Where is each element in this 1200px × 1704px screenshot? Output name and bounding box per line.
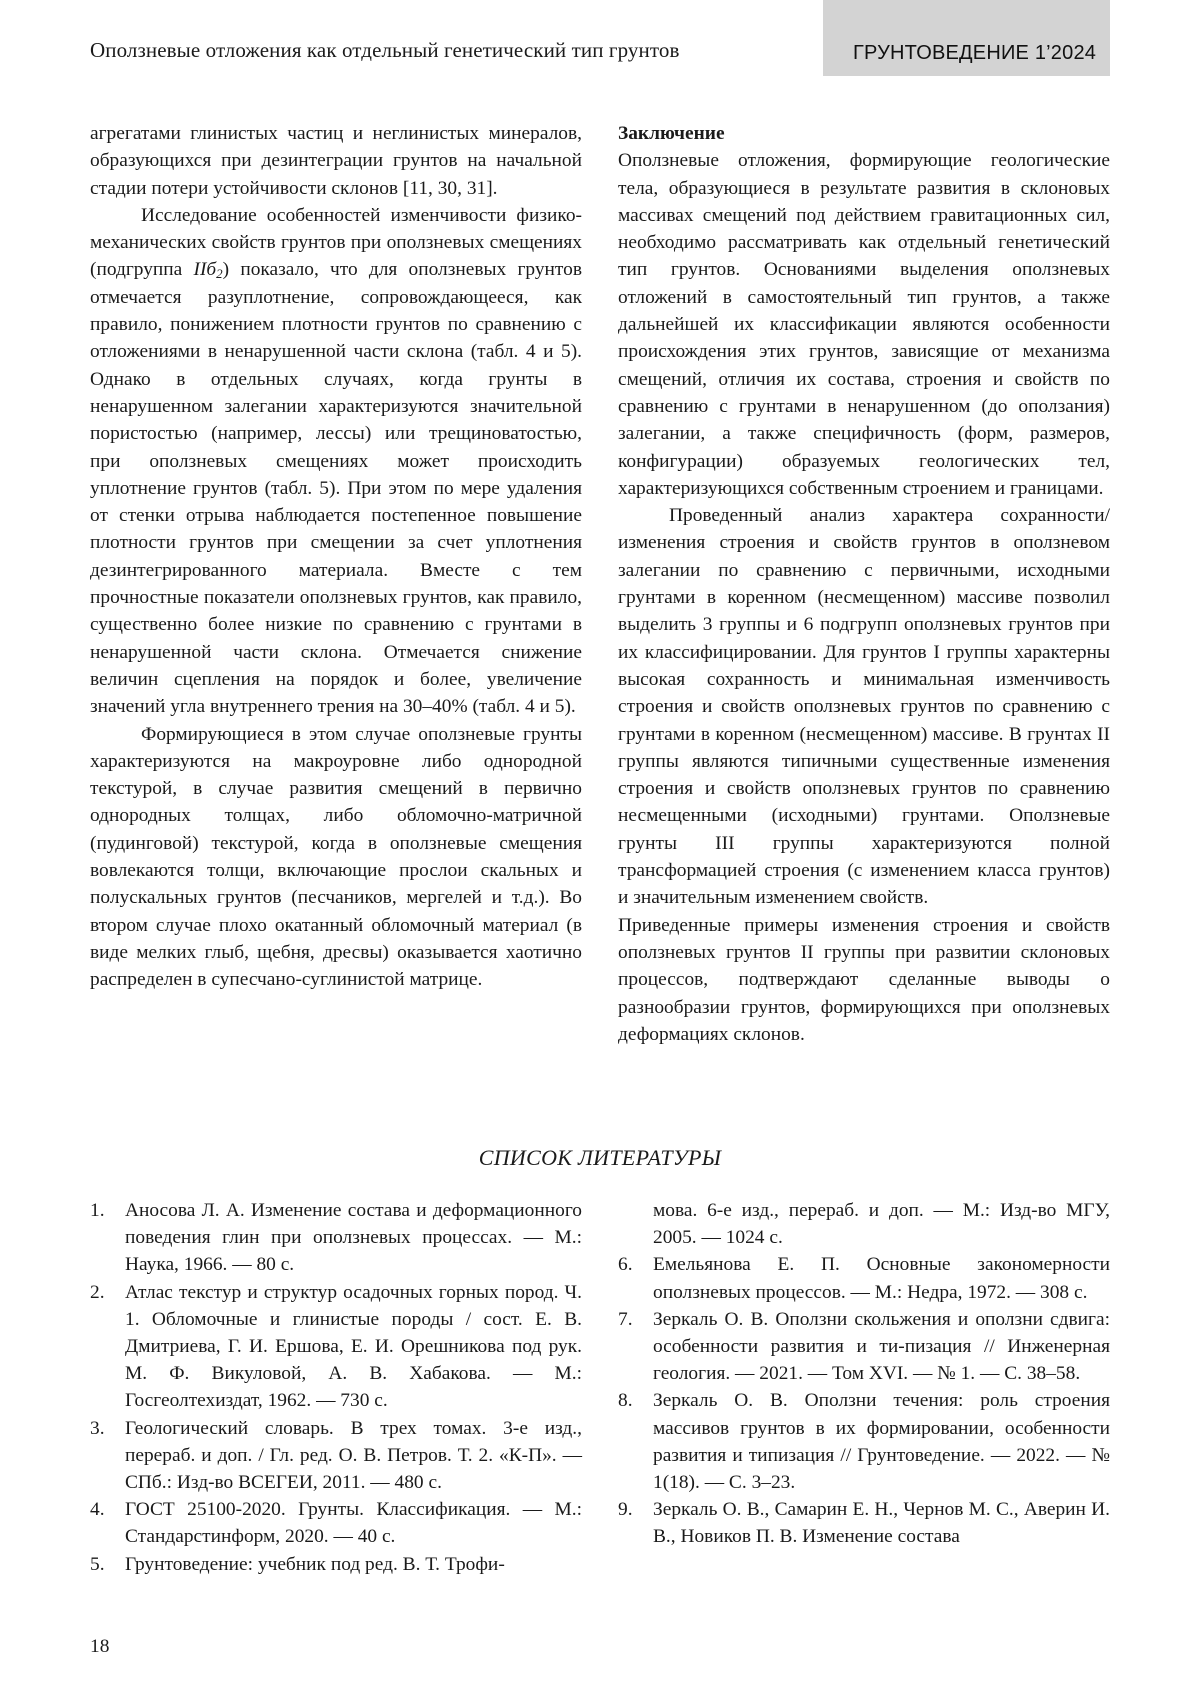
reference-text: Зеркаль О. В., Самарин Е. Н., Чернов М. С., Аверин И. В., Новиков П. В. Изменение состава — [653, 1499, 1110, 1548]
reference-item — [90, 1496, 582, 1550]
references-left — [90, 1197, 582, 1578]
left-column — [90, 120, 582, 994]
reference-number: 9. — [618, 1499, 633, 1521]
reference-number: 1. — [90, 1200, 105, 1221]
text-run: ) показало, что для оползневых грунтов отмечается разуплотнение, сопровождающееся, как правило, понижением плотности грунтов по сравнению с отложениями в ненарушенной части склона (табл. 4 и 5). Однако в отдельных случаях, когда грунты в ненарушенном залегании характеризуются значительной пористостью (например, лессы) или трещиноватостью, при оползневых смещениях может происходить уплотнение грунтов (табл. 5). При этом по мере удаления от стенки отрыва наблюдается постепенное повышение плотности грунтов при смещении за счет уплотнения дезинтегрированного материала. Вместе с тем прочностные показатели оползневых грунтов, как правило, существенно более низкие по сравнению с грунтами в ненарушенной части склона. Отмечается снижение величин сцепления на порядок и более, увеличение значений угла внутреннего трения на 30–40% (табл. 4 и 5). — [90, 259, 582, 718]
reference-text: Зеркаль О. В. Оползни скольжения и оползни сдвига: особенности развития и ти-пизация // Инженерная геология. — 2021. — Том XVI. — № 1. — С. 38–58. — [653, 1308, 1110, 1385]
paragraph: Оползневые отложения, формирующие геологические тела, образующиеся в результате развития в склоновых массивах смещений под действием гравитационных сил, необходимо рассматривать как отдельный генетический тип грунтов. Основаниями выделения оползневых отложений в самостоятельный тип грунтов, а также дальнейшей их классификации являются особенности происхождения этих грунтов, зависящие от механизма смещений, отличия их состава, строения и свойств по сравнению с грунтами в ненарушенном (до оползания) залегании, а также специфичность (форм, размеров, конфигурации) образуемых геологических тел, характеризующихся собственным строением и границами. — [618, 150, 1110, 499]
reference-number: 8. — [618, 1390, 633, 1412]
page-header — [0, 0, 1200, 76]
reference-number: 3. — [90, 1417, 105, 1439]
section-heading: Заключение — [618, 123, 725, 144]
references-right — [618, 1197, 1110, 1551]
reference-item — [90, 1197, 582, 1279]
reference-text: Аносова Л. А. Изменение состава и деформационного поведения глин при оползневых процессах. — М.: Наука, 1966. — 80 с. — [125, 1200, 582, 1276]
paragraph: Формирующиеся в этом случае оползневые грунты характеризуются на макроуровне либо однородной текстурой, в случае развития смещений в первично однородных толщах, либо обломочно-матричной (пудинговой) текстурой, когда в оползневые смещения вовлекаются толщи, включающие прослои скальных и полускальных грунтов (песчаников, мергелей и т.д.). Во втором случае плохо окатанный обломочный материал (в виде мелких глыб, щебня, дресвы) оказывается хаотично распределен в супесчано-суглинистой матрице. — [90, 723, 582, 991]
text-run: Исследование особенностей изменчивости физико-механических свойств грунтов при оползневых смещениях (подгруппа — [90, 204, 582, 281]
page-number: 18 — [90, 1636, 110, 1657]
reference-item — [90, 1415, 582, 1497]
reference-item — [618, 1306, 1110, 1388]
subgroup-subscript: 2 — [216, 266, 223, 282]
reference-text: Емельянова Е. П. Основные закономерности оползневых процессов. — М.: Недра, 1972. — 308 с. — [653, 1254, 1110, 1303]
reference-continuation: мова. 6-е изд., перераб. и доп. — М.: Изд-во МГУ, 2005. — 1024 с. — [653, 1200, 1110, 1249]
reference-text: ГОСТ 25100-2020. Грунты. Классификация. — М.: Стандарстинформ, 2020. — 40 с. — [125, 1499, 582, 1548]
reference-item — [90, 1551, 582, 1578]
reference-number: 5. — [90, 1553, 105, 1575]
reference-item — [618, 1496, 1110, 1550]
journal-label: ГРУНТОВЕДЕНИЕ 1’2024 — [853, 42, 1097, 64]
reference-number: 2. — [90, 1281, 105, 1303]
reference-number: 4. — [90, 1499, 105, 1521]
reference-text: Зеркаль О. В. Оползни течения: роль строения массивов грунтов в их формировании, особенности развития и типизация // Грунтоведение. — 2022. — № 1(18). — С. 3–23. — [653, 1390, 1110, 1494]
reference-text: Грунтоведение: учебник под ред. В. Т. Трофи- — [125, 1553, 505, 1575]
reference-number: 6. — [618, 1254, 633, 1276]
journal-box — [823, 0, 1110, 76]
paragraph: Проведенный анализ характера сохранности/изменения строения и свойств грунтов в оползневом залегании по сравнению с первичными, исходными грунтами в коренном (несмещенном) массиве позволил выделить 3 группы и 6 подгрупп оползневых грунтов при их классифицировании. Для грунтов I группы характерны высокая сохранность и минимальная изменчивость строения и свойств оползневых грунтов по сравнению с грунтами в коренном (несмещенном) массиве. В грунтах II группы являются типичными существенные изменения строения и свойств оползневых грунтов по сравнению несмещенными (исходными) грунтами. Оползневые грунты III группы характеризуются полной трансформацией строения (с изменением класса грунтов) и значительным изменением свойств. — [618, 505, 1110, 909]
reference-item — [90, 1279, 582, 1415]
reference-number: 7. — [618, 1308, 633, 1330]
subgroup-symbol: IIб — [193, 259, 217, 281]
reference-item — [618, 1251, 1110, 1305]
right-column — [618, 120, 1110, 1048]
references-title: СПИСОК ЛИТЕРАТУРЫ — [478, 1145, 722, 1170]
running-title: Оползневые отложения как отдельный генетический тип грунтов — [90, 38, 680, 62]
reference-item — [618, 1387, 1110, 1496]
reference-text: Геологический словарь. В трех томах. 3-е изд., перераб. и доп. / Гл. ред. О. В. Петров. Т. 2. «К-П». — СПб.: Изд-во ВСЕГЕИ, 2011. — 480 с. — [125, 1417, 582, 1494]
paragraph: агрегатами глинистых частиц и неглинистых минералов, образующихся при дезинтеграции грунтов на начальной стадии потери устойчивости склонов [11, 30, 31]. — [90, 123, 582, 199]
paragraph — [90, 202, 582, 721]
paragraph: Приведенные примеры изменения строения и свойств оползневых грунтов II группы при развитии склоновых процессов, подтверждают сделанные выводы о разнообразии грунтов, формирующихся при оползневых деформациях склонов. — [618, 914, 1110, 1045]
reference-text: Атлас текстур и структур осадочных горных пород. Ч. 1. Обломочные и глинистые породы / сост. Е. В. Дмитриева, Г. И. Ершова, Е. И. Орешникова под рук. М. Ф. Викуловой, А. В. Хабакова. — М.: Госгеолтехиздат, 1962. — 730 с. — [125, 1281, 582, 1412]
